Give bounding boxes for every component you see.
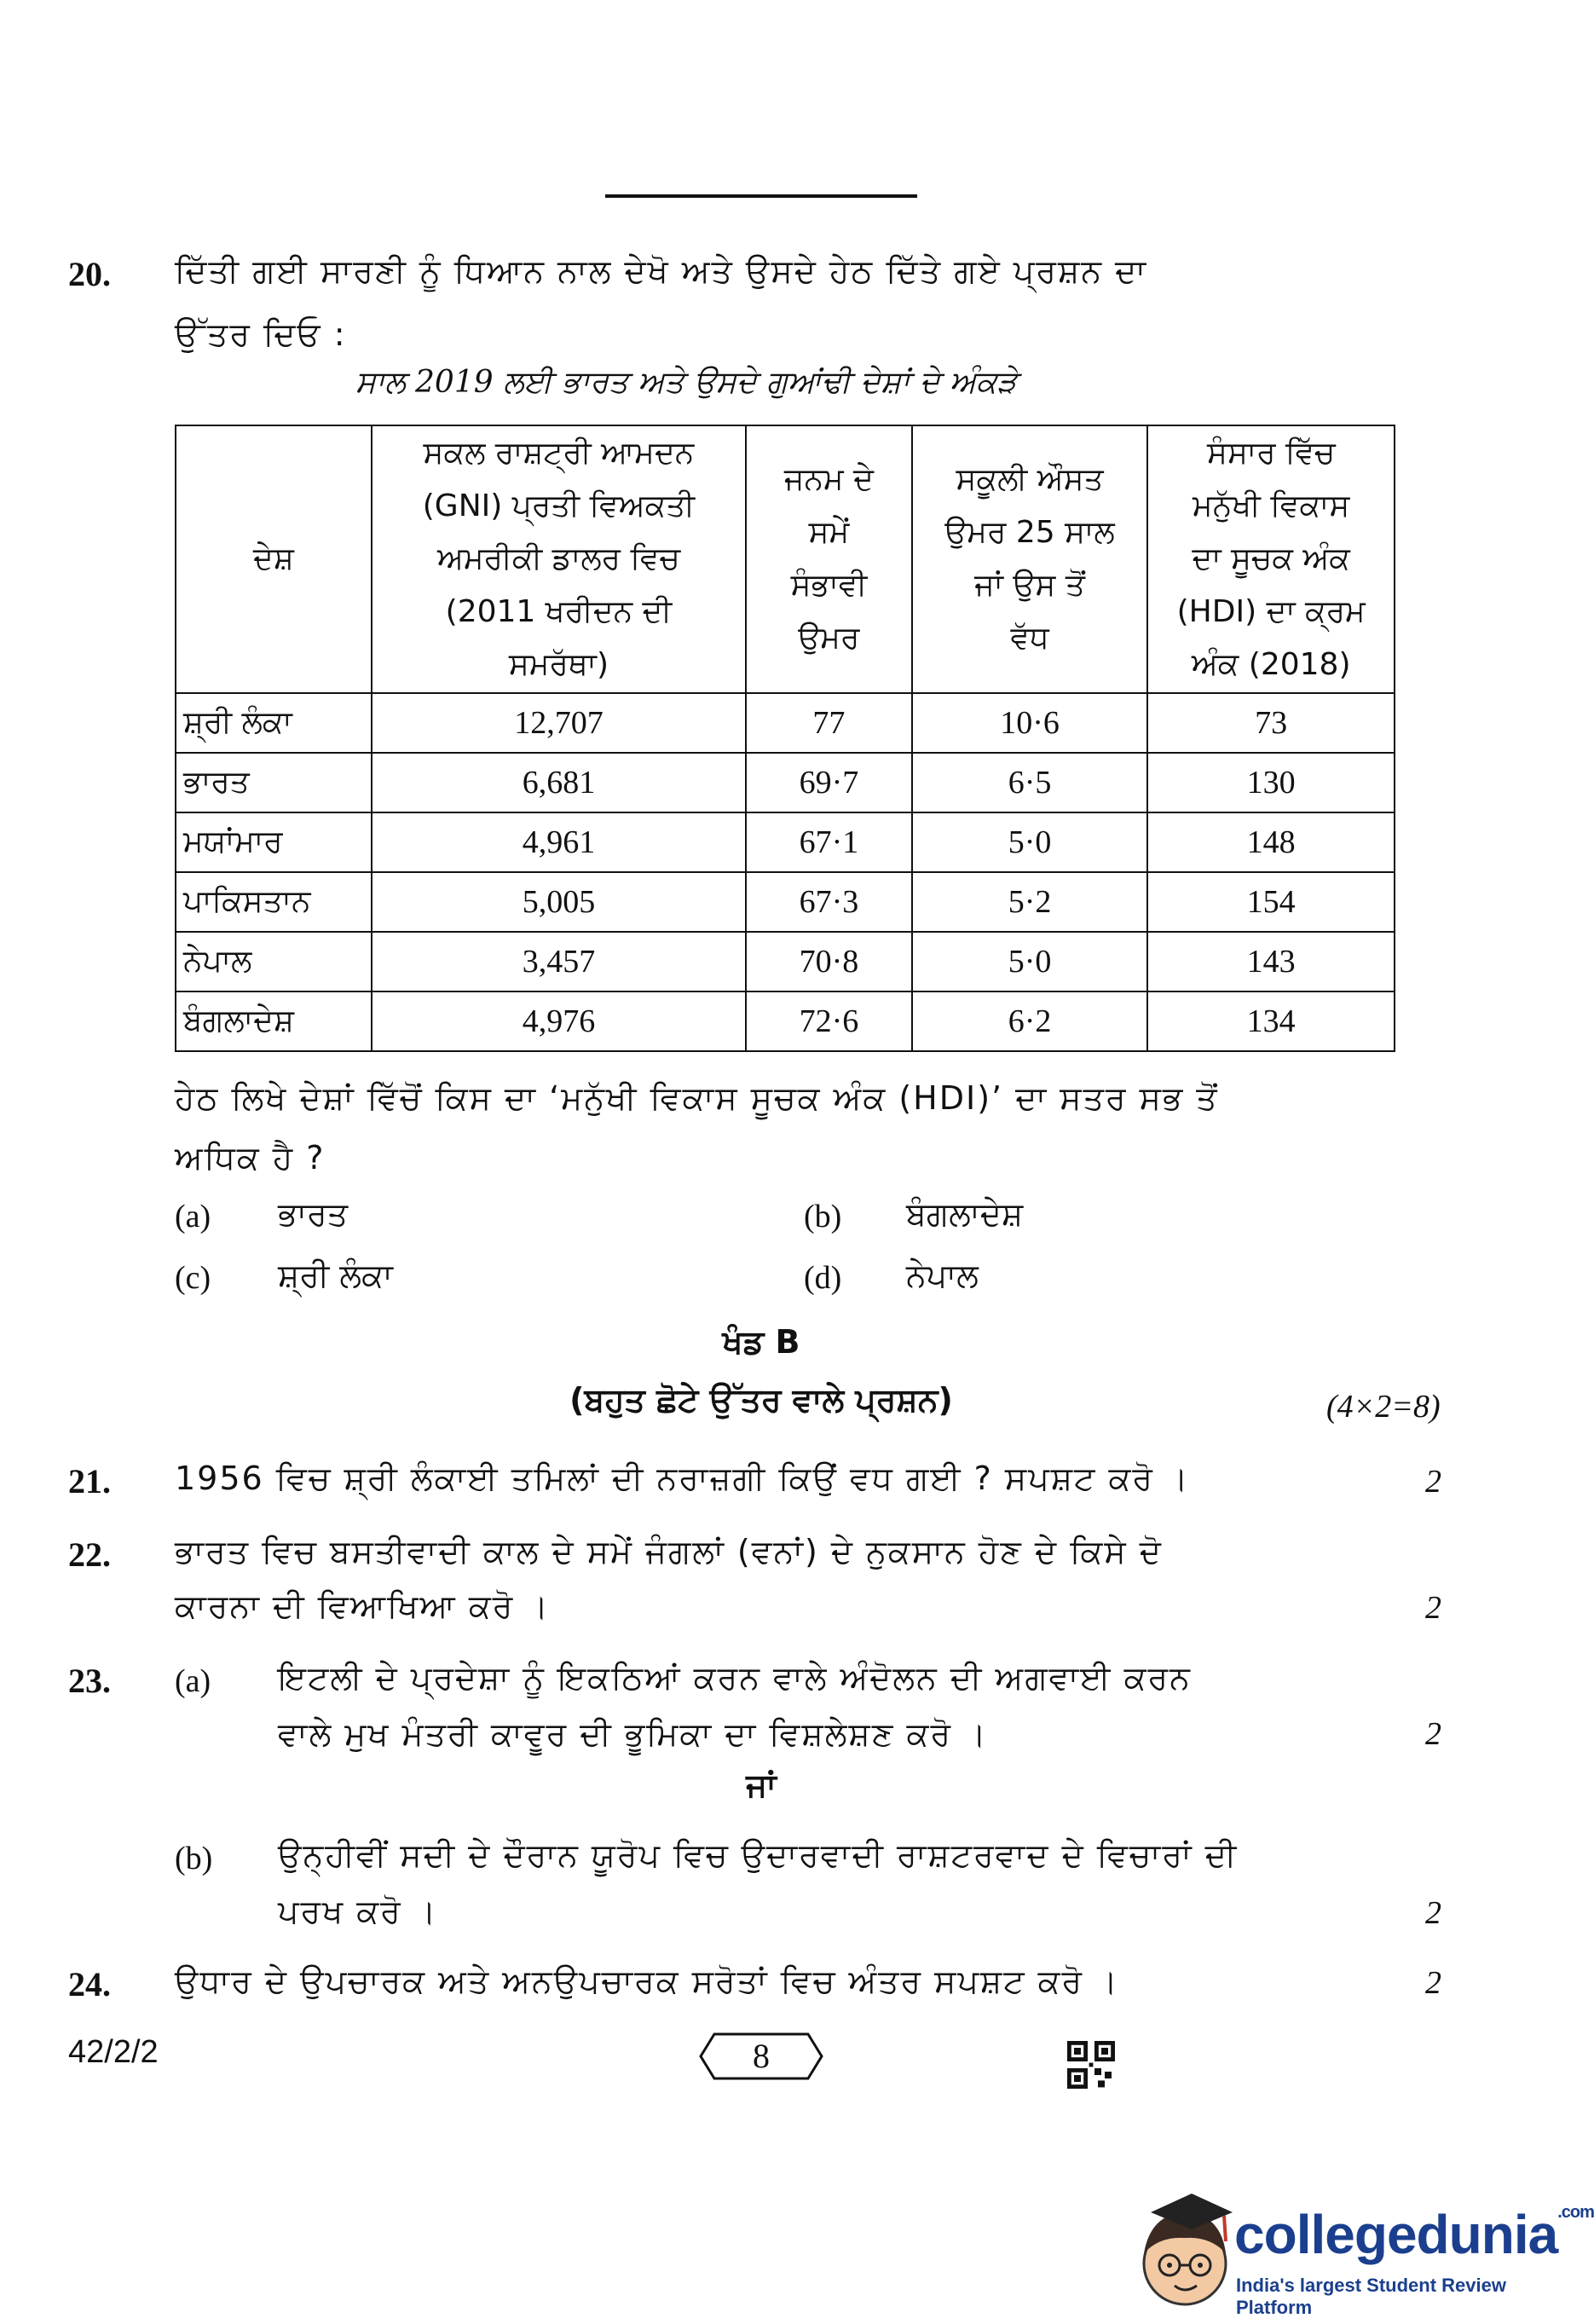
table-row bbox=[176, 932, 1395, 991]
q20-question-line2: ਅਧਿਕ ਹੈ ? bbox=[175, 1139, 326, 1176]
option-a-label[interactable]: (a) bbox=[175, 1199, 211, 1234]
cell-country: ਮਯਾਂਮਾਰ bbox=[176, 812, 372, 872]
q22-text-line1: ਭਾਰਤ ਵਿਚ ਬਸਤੀਵਾਦੀ ਕਾਲ ਦੇ ਸਮੇਂ ਜੰਗਲਾਂ (ਵਨਾਂ) ਦੇ ਨੁਕਸਾਨ ਹੋਣ ਦੇ ਕਿਸੇ ਦੋ bbox=[175, 1533, 1163, 1570]
cell-gni: 5,005 bbox=[372, 872, 746, 932]
q21-text: 1956 ਵਿਚ ਸ਼੍ਰੀ ਲੰਕਾਈ ਤਮਿਲਾਂ ਦੀ ਨਰਾਜ਼ਗੀ ਕਿਉਂ ਵਧ ਗਈ ? ਸਪਸ਼ਟ ਕਰੋ । bbox=[175, 1460, 1190, 1497]
cell-country: ਸ਼੍ਰੀ ਲੰਕਾ bbox=[176, 693, 372, 753]
q23-a-line1: ਇਟਲੀ ਦੇ ਪ੍ਰਦੇਸ਼ਾ ਨੂੰ ਇਕਠਿਆਂ ਕਰਨ ਵਾਲੇ ਅੰਦੋਲਨ ਦੀ ਅਗਵਾਈ ਕਰਨ bbox=[278, 1659, 1192, 1697]
cell-life: 67·3 bbox=[746, 872, 912, 932]
q23-a-line2: ਵਾਲੇ ਮੁਖ ਮੰਤਰੀ ਕਾਵੂਰ ਦੀ ਭੂਮਿਕਾ ਦਾ ਵਿਸ਼ਲੇਸ਼ਣ ਕਰੋ । bbox=[278, 1715, 988, 1753]
option-c-label[interactable]: (c) bbox=[175, 1260, 211, 1296]
header-life-expectancy: ਜਨਮ ਦੇ ਸਮੇਂ ਸੰਭਾਵੀ ਉਮਰ bbox=[746, 425, 912, 693]
table-row bbox=[176, 812, 1395, 872]
section-marks: (4×2=8) bbox=[1326, 1389, 1441, 1425]
q24-marks: 2 bbox=[1425, 1965, 1441, 2001]
table-row bbox=[176, 991, 1395, 1051]
q23-b-label: (b) bbox=[175, 1841, 213, 1876]
question-number-20: 20. bbox=[68, 255, 111, 293]
cell-gni: 4,976 bbox=[372, 991, 746, 1051]
table-row bbox=[176, 753, 1395, 812]
q23-b-marks: 2 bbox=[1425, 1895, 1441, 1931]
option-b-text[interactable]: ਬੰਗਲਾਦੇਸ਼ bbox=[906, 1195, 1024, 1233]
header-schooling: ਸਕੂਲੀ ਔਸਤ ਉਮਰ 25 ਸਾਲ ਜਾਂ ਉਸ ਤੋਂ ਵੱਧ bbox=[912, 425, 1148, 693]
question-number-23: 23. bbox=[68, 1662, 111, 1700]
cell-school: 6·2 bbox=[912, 991, 1148, 1051]
brand-name: collegedunia$^{.com}$ bbox=[1234, 2203, 1594, 2265]
section-title: ਖੰਡ B bbox=[722, 1323, 800, 1361]
header-hdi-rank: ਸੰਸਾਰ ਵਿੱਚ ਮਨੁੱਖੀ ਵਿਕਾਸ ਦਾ ਸੂਚਕ ਅੰਕ (HDI) ਦਾ ਕ੍ਰਮ ਅੰਕ (2018) bbox=[1147, 425, 1395, 693]
header-country: ਦੇਸ਼ bbox=[176, 425, 372, 693]
q23-a-label: (a) bbox=[175, 1663, 211, 1699]
q23-b-line1: ਉਨ੍ਹੀਵੀਂ ਸਦੀ ਦੇ ਦੌਰਾਨ ਯੂਰੋਪ ਵਿਚ ਉਦਾਰਵਾਦੀ ਰਾਸ਼ਟਰਵਾਦ ਦੇ ਵਿਚਾਰਾਂ ਦੀ bbox=[278, 1836, 1239, 1874]
question-number-21: 21. bbox=[68, 1462, 111, 1500]
q24-text: ਉਧਾਰ ਦੇ ਉਪਚਾਰਕ ਅਤੇ ਅਨਉਪਚਾਰਕ ਸਰੋਤਾਂ ਵਿਚ ਅੰਤਰ ਸਪਸ਼ਟ ਕਰੋ । bbox=[175, 1963, 1119, 2000]
cell-gni: 12,707 bbox=[372, 693, 746, 753]
q22-marks: 2 bbox=[1425, 1590, 1441, 1626]
question-number-22: 22. bbox=[68, 1535, 111, 1574]
cell-school: 5·2 bbox=[912, 872, 1148, 932]
cell-gni: 4,961 bbox=[372, 812, 746, 872]
q21-marks: 2 bbox=[1425, 1464, 1441, 1500]
brand-tagline: India's largest Student Review Platform bbox=[1236, 2275, 1506, 2318]
cell-hdi: 143 bbox=[1147, 932, 1395, 991]
cell-life: 77 bbox=[746, 693, 912, 753]
cell-country: ਬੰਗਲਾਦੇਸ਼ bbox=[176, 991, 372, 1051]
q20-text-line1: ਦਿੱਤੀ ਗਈ ਸਾਰਣੀ ਨੂੰ ਧਿਆਨ ਨਾਲ ਦੇਖੋ ਅਤੇ ਉਸਦੇ ਹੇਠ ਦਿੱਤੇ ਗਏ ਪ੍ਰਸ਼ਨ ਦਾ bbox=[175, 252, 1148, 290]
option-b-label[interactable]: (b) bbox=[804, 1199, 842, 1234]
table-row bbox=[176, 693, 1395, 753]
q23-b-line2: ਪਰਖ ਕਰੋ । bbox=[278, 1893, 438, 1930]
cell-hdi: 154 bbox=[1147, 872, 1395, 932]
q23-a-marks: 2 bbox=[1425, 1716, 1441, 1752]
or-separator: ਜਾਂ bbox=[746, 1766, 777, 1804]
qr-code-icon bbox=[1067, 2041, 1115, 2089]
option-a-text[interactable]: ਭਾਰਤ bbox=[278, 1195, 349, 1233]
option-c-text[interactable]: ਸ਼੍ਰੀ ਲੰਕਾ bbox=[278, 1257, 393, 1294]
cell-school: 6·5 bbox=[912, 753, 1148, 812]
cell-school: 5·0 bbox=[912, 812, 1148, 872]
top-rule bbox=[605, 194, 917, 198]
header-gni: ਸਕਲ ਰਾਸ਼ਟ੍ਰੀ ਆਮਦਨ (GNI) ਪ੍ਰਤੀ ਵਿਅਕਤੀ ਅਮਰੀਕੀ ਡਾਲਰ ਵਿਚ (2011 ਖਰੀਦਨ ਦੀ ਸਮਰੱਥਾ) bbox=[372, 425, 746, 693]
option-d-text[interactable]: ਨੇਪਾਲ bbox=[906, 1257, 979, 1294]
q20-question-line1: ਹੇਠ ਲਿਖੇ ਦੇਸ਼ਾਂ ਵਿੱਚੋਂ ਕਿਸ ਦਾ ‘ਮਨੁੱਖੀ ਵਿਕਾਸ ਸੂਚਕ ਅੰਕ (HDI)’ ਦਾ ਸਤਰ ਸਭ ਤੋਂ bbox=[175, 1079, 1219, 1117]
cell-gni: 3,457 bbox=[372, 932, 746, 991]
option-d-label[interactable]: (d) bbox=[804, 1260, 842, 1296]
q20-text-line2: ਉੱਤਰ ਦਿਓ : bbox=[175, 315, 347, 353]
page-number: 8 bbox=[753, 2037, 770, 2075]
question-number-24: 24. bbox=[68, 1965, 111, 2003]
cell-life: 72·6 bbox=[746, 991, 912, 1051]
cell-country: ਪਾਕਿਸਤਾਨ bbox=[176, 872, 372, 932]
cell-gni: 6,681 bbox=[372, 753, 746, 812]
cell-life: 67·1 bbox=[746, 812, 912, 872]
cell-life: 70·8 bbox=[746, 932, 912, 991]
cell-hdi: 148 bbox=[1147, 812, 1395, 872]
q22-text-line2: ਕਾਰਨਾ ਦੀ ਵਿਆਖਿਆ ਕਰੋ । bbox=[175, 1587, 551, 1625]
cell-school: 10·6 bbox=[912, 693, 1148, 753]
statistics-table bbox=[175, 425, 1395, 1052]
cell-country: ਭਾਰਤ bbox=[176, 753, 372, 812]
cell-hdi: 134 bbox=[1147, 991, 1395, 1051]
cell-hdi: 73 bbox=[1147, 693, 1395, 753]
cell-country: ਨੇਪਾਲ bbox=[176, 932, 372, 991]
table-caption: ਸਾਲ 2019 ਲਈ ਭਾਰਤ ਅਤੇ ਉਸਦੇ ਗੁਆਂਢੀ ਦੇਸ਼ਾਂ ਦੇ ਅੰਕੜੇ bbox=[355, 365, 1018, 400]
cell-life: 69·7 bbox=[746, 753, 912, 812]
section-subtitle: (ਬਹੁਤ ਛੋਟੇ ਉੱਤਰ ਵਾਲੇ ਪ੍ਰਸ਼ਨ) bbox=[569, 1381, 953, 1419]
table-header-row bbox=[176, 425, 1395, 693]
cell-school: 5·0 bbox=[912, 932, 1148, 991]
paper-code: 42/2/2 bbox=[68, 2034, 159, 2070]
table-row bbox=[176, 872, 1395, 932]
cell-hdi: 130 bbox=[1147, 753, 1395, 812]
